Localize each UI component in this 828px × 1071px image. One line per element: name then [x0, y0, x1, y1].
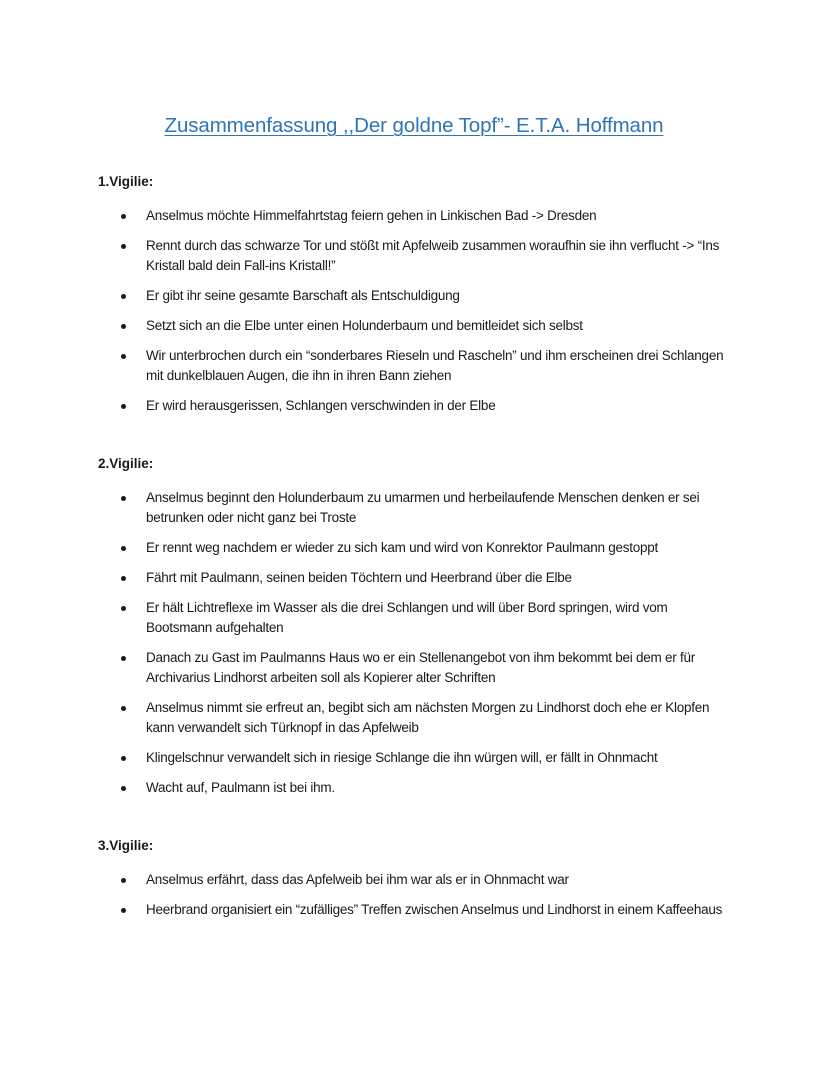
list-item — [98, 488, 736, 528]
bullet-icon — [121, 706, 126, 711]
bullet-icon — [121, 546, 126, 551]
bullet-icon — [121, 294, 126, 299]
section-vigilie-3 — [98, 836, 758, 920]
list-item — [98, 648, 736, 688]
list-item-text: Fährt mit Paulmann, seinen beiden Töchtern und Heerbrand über die Elbe — [146, 570, 572, 585]
list-item — [98, 900, 736, 920]
bullet-icon — [121, 656, 126, 661]
list-item — [98, 396, 736, 416]
list-item — [98, 598, 736, 638]
list-item — [98, 538, 736, 558]
list-item-text: Er gibt ihr seine gesamte Barschaft als Entschuldigung — [146, 288, 460, 303]
bullet-icon — [121, 214, 126, 219]
list-item — [98, 236, 736, 276]
list-item-text: Er wird herausgerissen, Schlangen verschwinden in der Elbe — [146, 398, 496, 413]
bullet-icon — [121, 908, 126, 913]
bullet-icon — [121, 404, 126, 409]
list-item-text: Klingelschnur verwandelt sich in riesige Schlange die ihn würgen will, er fällt in Ohnmacht — [146, 750, 658, 765]
list-item — [98, 778, 736, 798]
list-item-text: Er rennt weg nachdem er wieder zu sich kam und wird von Konrektor Paulmann gestoppt — [146, 540, 659, 555]
section-vigilie-1 — [98, 172, 758, 416]
bullet-icon — [121, 496, 126, 501]
list-item — [98, 206, 736, 226]
list-item-text: Wir unterbrochen durch ein “sonderbares Rieseln und Rascheln” und ihm erscheinen drei Schlangen mit dunkelblauen Augen, die ihn in ihren Bann ziehen — [146, 348, 724, 383]
bullet-list — [98, 206, 758, 416]
list-item-text: Danach zu Gast im Paulmanns Haus wo er ein Stellenangebot von ihm bekommt bei dem er für Archivarius Lindhorst arbeiten soll als Kopierer alter Schriften — [146, 650, 696, 685]
list-item-text: Setzt sich an die Elbe unter einen Holunderbaum und bemitleidet sich selbst — [146, 318, 583, 333]
list-item — [98, 568, 736, 588]
list-item — [98, 698, 736, 738]
list-item — [98, 316, 736, 336]
list-item-text: Rennt durch das schwarze Tor und stößt mit Apfelweib zusammen woraufhin sie ihn verflucht -> “Ins Kristall bald dein Fall-ins Kristall!” — [146, 238, 720, 273]
list-item — [98, 346, 736, 386]
bullet-list — [98, 870, 758, 920]
list-item-text: Anselmus nimmt sie erfreut an, begibt sich am nächsten Morgen zu Lindhorst doch ehe er Klopfen kann verwandelt sich Türknopf in das Apfelweib — [146, 700, 710, 735]
list-item — [98, 286, 736, 306]
section-vigilie-2 — [98, 454, 758, 798]
section-heading: 3.Vigilie: — [98, 838, 154, 853]
list-item-text: Anselmus erfährt, dass das Apfelweib bei ihm war als er in Ohnmacht war — [146, 872, 569, 887]
list-item — [98, 748, 736, 768]
document-title: Zusammenfassung ,,Der goldne Topf”- E.T.A. Hoffmann — [164, 114, 664, 137]
section-heading: 2.Vigilie: — [98, 456, 154, 471]
list-item-text: Wacht auf, Paulmann ist bei ihm. — [146, 780, 335, 795]
list-item-text: Anselmus beginnt den Holunderbaum zu umarmen und herbeilaufende Menschen denken er sei betrunken oder nicht ganz bei Troste — [146, 490, 700, 525]
list-item — [98, 870, 736, 890]
bullet-icon — [121, 576, 126, 581]
bullet-icon — [121, 786, 126, 791]
bullet-icon — [121, 878, 126, 883]
bullet-list — [98, 488, 758, 798]
bullet-icon — [121, 244, 126, 249]
section-heading: 1.Vigilie: — [98, 174, 154, 189]
bullet-icon — [121, 756, 126, 761]
list-item-text: Er hält Lichtreflexe im Wasser als die drei Schlangen und will über Bord springen, wird vom Bootsmann aufgehalten — [146, 600, 668, 635]
list-item-text: Anselmus möchte Himmelfahrtstag feiern gehen in Linkischen Bad -> Dresden — [146, 208, 597, 223]
bullet-icon — [121, 606, 126, 611]
bullet-icon — [121, 324, 126, 329]
list-item-text: Heerbrand organisiert ein “zufälliges” Treffen zwischen Anselmus und Lindhorst in einem Kaffeehaus — [146, 902, 723, 917]
bullet-icon — [121, 354, 126, 359]
